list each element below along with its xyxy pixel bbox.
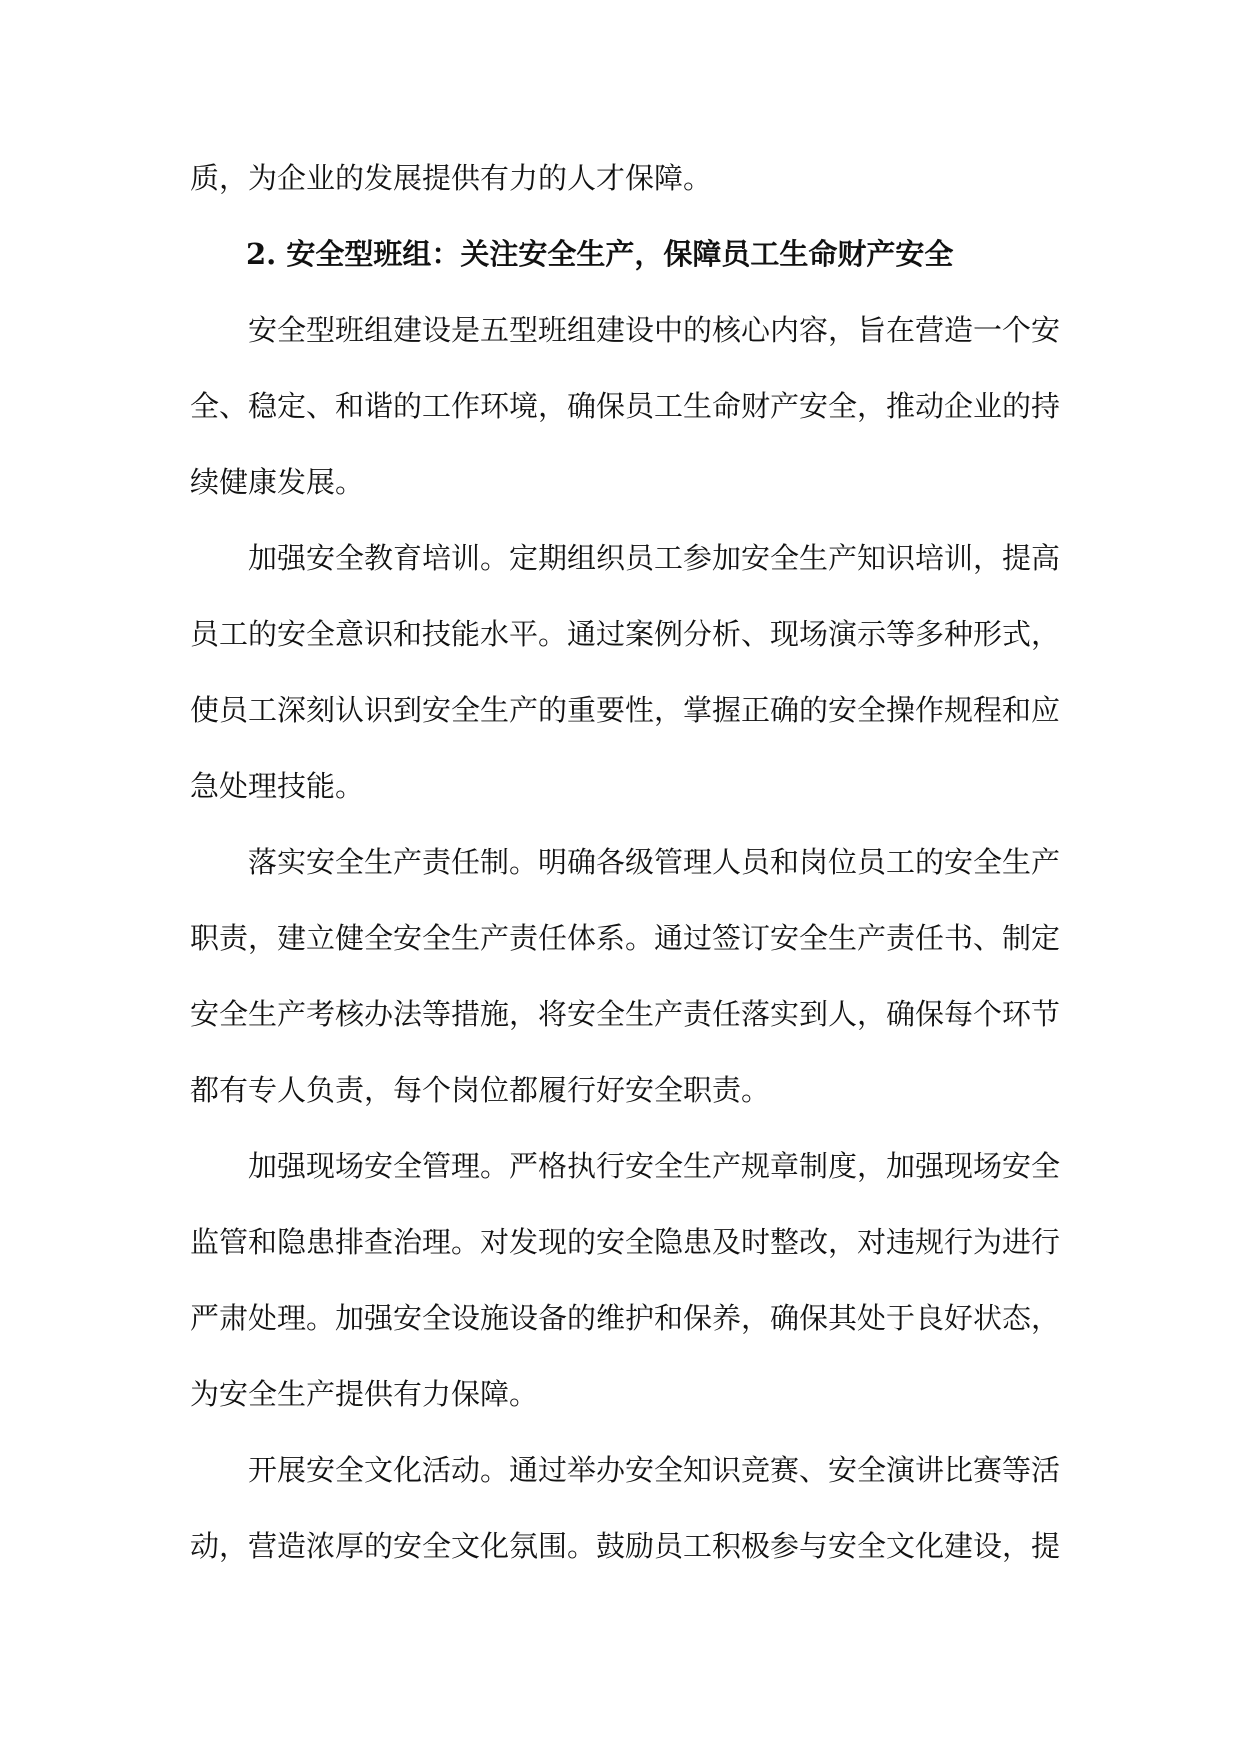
paragraph-line: 急处理技能。 [190,769,365,803]
paragraph-line: 员工的安全意识和技能水平。通过案例分析、现场演示等多种形式， [190,617,1061,651]
paragraph-line: 使员工深刻认识到安全生产的重要性，掌握正确的安全操作规程和应 [190,693,1061,727]
paragraph-line: 都有专人负责，每个岗位都履行好安全职责。 [190,1073,771,1107]
paragraph-line: 监管和隐患排查治理。对发现的安全隐患及时整改，对违规行为进行 [190,1225,1061,1259]
paragraph-line: 全、稳定、和谐的工作环境，确保员工生命财产安全，推动企业的持 [190,389,1061,423]
paragraph-line: 开展安全文化活动。通过举办安全知识竞赛、安全演讲比赛等活 [248,1453,1061,1487]
paragraph-line: 续健康发展。 [190,465,365,499]
paragraph-line: 落实安全生产责任制。明确各级管理人员和岗位员工的安全生产 [248,845,1061,879]
paragraph-line: 职责，建立健全安全生产责任体系。通过签订安全生产责任书、制定 [190,921,1061,955]
paragraph-line: 安全型班组建设是五型班组建设中的核心内容，旨在营造一个安 [248,313,1061,347]
paragraph-line: 质，为企业的发展提供有力的人才保障。 [190,161,713,195]
paragraph-line: 加强安全教育培训。定期组织员工参加安全生产知识培训，提高 [248,541,1061,575]
section-heading: 2. 安全型班组：关注安全生产，保障员工生命财产安全 [246,237,954,271]
document-page [190,140,1061,1584]
paragraph-line: 为安全生产提供有力保障。 [190,1377,539,1411]
paragraph-line: 加强现场安全管理。严格执行安全生产规章制度，加强现场安全 [248,1149,1061,1183]
paragraph-line: 动，营造浓厚的安全文化氛围。鼓励员工积极参与安全文化建设，提 [190,1529,1061,1563]
paragraph-line: 安全生产考核办法等措施，将安全生产责任落实到人，确保每个环节 [190,997,1061,1031]
paragraph-line: 严肃处理。加强安全设施设备的维护和保养，确保其处于良好状态， [190,1301,1061,1335]
